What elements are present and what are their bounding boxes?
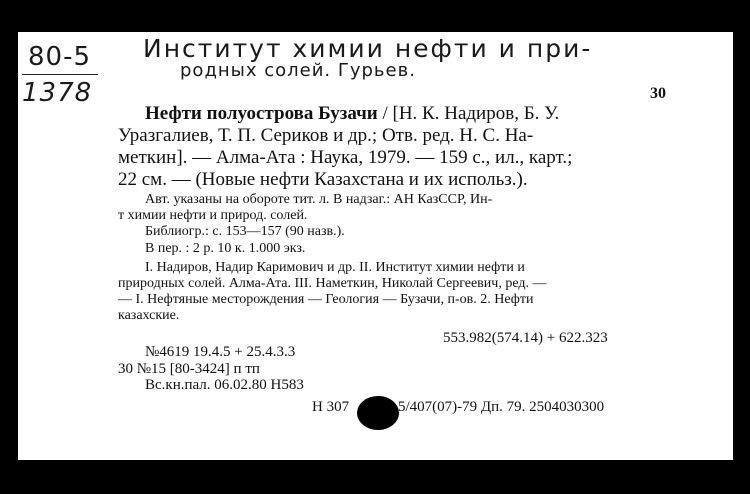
order-line-1: №4619 19.4.5 + 25.4.3.3 (145, 344, 296, 360)
body-line-2: Уразгалиев, Т. П. Сериков и др.; Отв. ред. Н. С. На- (118, 125, 534, 146)
card-title-line (145, 104, 559, 123)
note-authors: Авт. указаны на обороте тит. л. В надзаг.: АН КазССР, Ин- (145, 192, 493, 207)
punch-hole (357, 396, 399, 430)
classification-index: 553.982(574.14) + 622.323 (443, 330, 608, 346)
handwritten-shelf-mark-bottom: 1378 (22, 78, 93, 108)
tracing-line-1: I. Надиров, Надир Каримович и др. II. Институт химии нефти и (145, 260, 525, 275)
order-line-2: 30 №15 [80-3424] п тп (118, 361, 260, 377)
printing-code-right: 5/407(07)-79 Дп. 79. 2504030300 (398, 399, 605, 415)
card-number: 30 (650, 85, 666, 102)
order-line-3: Вс.кн.пал. 06.02.80 Н583 (145, 377, 304, 393)
tracing-line-2: природных солей. Алма-Ата. III. Наметкин, Николай Сергеевич, ред. — (118, 276, 547, 291)
authors-start: / [Н. К. Надиров, Б. У. (382, 103, 560, 124)
tracing-line-3: — I. Нефтяные месторождения — Геология — Бузачи, п-ов. 2. Нефти (118, 292, 534, 307)
handwritten-shelf-mark-top: 80-5 (28, 42, 92, 72)
handwritten-note-line1: Институт химии нефти и при- (143, 34, 593, 63)
note-price: В пер. : 2 р. 10 к. 1.000 экз. (145, 241, 306, 256)
note-institute: т химии нефти и природ. солей. (118, 208, 308, 223)
printing-code-left: Н 307 (312, 399, 350, 415)
body-line-3: меткин]. — Алма-Ата : Наука, 1979. — 159 с., ил., карт.; (118, 147, 573, 168)
note-bibliography: Библиогр.: с. 153—157 (90 назв.). (145, 224, 345, 239)
book-title: Нефти полуострова Бузачи (145, 103, 378, 124)
body-line-4: 22 см. — (Новые нефти Казахстана и их использ.). (118, 169, 528, 190)
handwritten-note-line2: родных солей. Гурьев. (180, 60, 416, 81)
handwritten-underline (22, 74, 98, 75)
tracing-line-4: казахские. (118, 308, 180, 323)
